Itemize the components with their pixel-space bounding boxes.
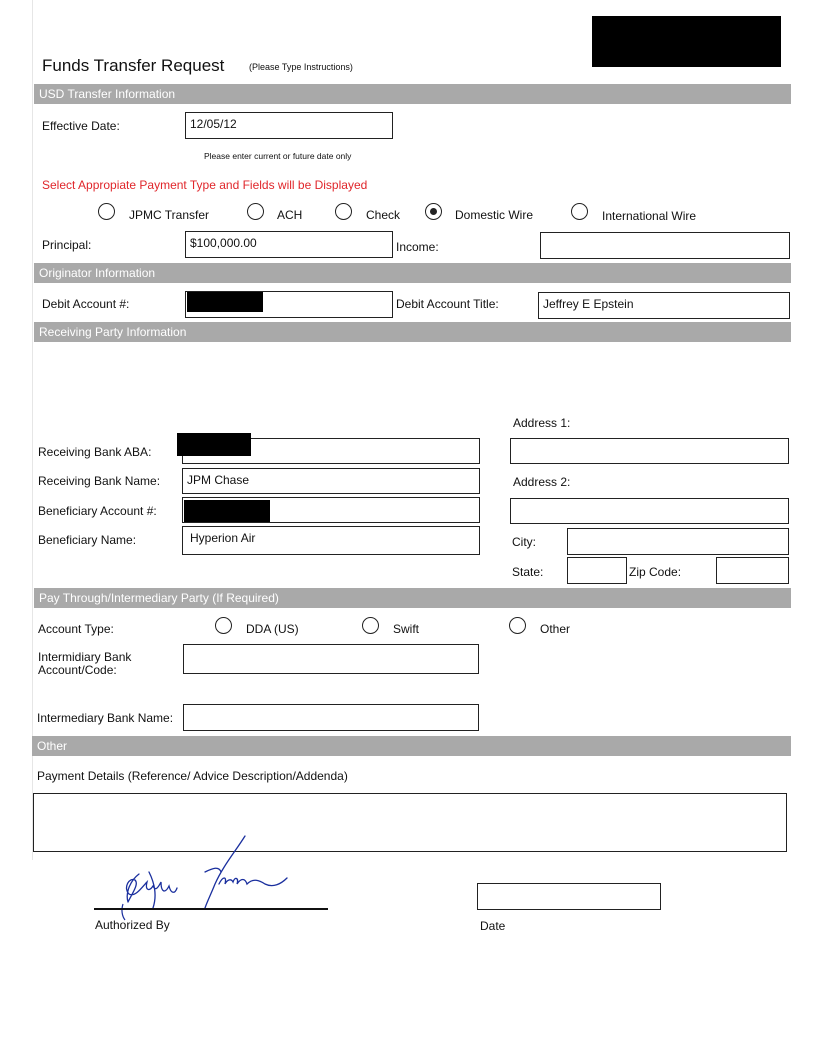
radio-label-swift: Swift — [393, 622, 420, 636]
income-input[interactable] — [540, 232, 790, 259]
section-paythrough-header: Pay Through/Intermediary Party (If Required) — [34, 588, 791, 608]
page-edge-shadow — [32, 0, 33, 860]
radio-other[interactable] — [509, 617, 526, 634]
income-label: Income: — [396, 240, 439, 254]
receiving-bank-aba-label: Receiving Bank ABA: — [38, 445, 152, 459]
debit-account-title-input[interactable]: Jeffrey E Epstein — [538, 292, 790, 319]
effective-date-label: Effective Date: — [42, 119, 120, 133]
radio-label-check: Check — [366, 208, 401, 222]
radio-jpmc-transfer[interactable] — [98, 203, 115, 220]
zip-code-label: Zip Code: — [629, 565, 682, 579]
beneficiary-account-redaction — [184, 500, 270, 522]
state-label: State: — [512, 565, 544, 579]
intermediary-bank-name-label: Intermediary Bank Name: — [37, 711, 174, 725]
header-redaction — [592, 16, 781, 67]
beneficiary-name-label: Beneficiary Name: — [38, 533, 137, 547]
address1-input[interactable] — [510, 438, 789, 464]
signature-line — [94, 908, 328, 910]
form-title: Funds Transfer Request — [42, 56, 225, 75]
radio-ach[interactable] — [247, 203, 264, 220]
radio-swift[interactable] — [362, 617, 379, 634]
radio-check[interactable] — [335, 203, 352, 220]
payment-details-label: Payment Details (Reference/ Advice Description/Addenda) — [37, 769, 348, 783]
receiving-bank-name-input[interactable]: JPM Chase — [182, 468, 480, 494]
radio-label-ach: ACH — [277, 208, 303, 222]
debit-account-label: Debit Account #: — [42, 297, 130, 311]
radio-international-wire[interactable] — [571, 203, 588, 220]
radio-label-jpmc-transfer: JPMC Transfer — [129, 208, 210, 222]
radio-domestic-wire[interactable] — [425, 203, 442, 220]
date-label: Date — [480, 919, 506, 933]
address1-label: Address 1: — [513, 416, 571, 430]
authorized-by-label: Authorized By — [95, 918, 170, 932]
date-input[interactable] — [477, 883, 661, 910]
debit-account-redaction — [187, 292, 263, 312]
intermediary-account-label-line2: Account/Code: — [38, 663, 117, 677]
debit-account-title-label: Debit Account Title: — [396, 297, 499, 311]
receiving-bank-aba-redaction — [177, 433, 251, 456]
beneficiary-name-input[interactable]: Hyperion Air — [182, 526, 480, 555]
effective-date-input[interactable]: 12/05/12 — [185, 112, 393, 139]
intermediary-account-label-line1: Intermidiary Bank — [38, 650, 132, 664]
section-receiving-header: Receiving Party Information — [34, 322, 791, 342]
account-type-label: Account Type: — [38, 622, 114, 636]
intermediary-bank-name-input[interactable] — [183, 704, 479, 731]
receiving-bank-name-label: Receiving Bank Name: — [38, 474, 161, 488]
section-other-header: Other — [32, 736, 791, 756]
radio-label-domestic-wire: Domestic Wire — [455, 208, 534, 222]
address2-label: Address 2: — [513, 475, 571, 489]
address2-input[interactable] — [510, 498, 789, 524]
section-originator-header: Originator Information — [34, 263, 791, 283]
beneficiary-account-label: Beneficiary Account #: — [38, 504, 157, 518]
principal-label: Principal: — [42, 238, 92, 252]
radio-dda-us[interactable] — [215, 617, 232, 634]
section-usd-header: USD Transfer Information — [34, 84, 791, 104]
zip-code-input[interactable] — [716, 557, 789, 584]
radio-label-dda-us: DDA (US) — [246, 622, 299, 636]
radio-label-other: Other — [540, 622, 571, 636]
payment-type-prompt: Select Appropiate Payment Type and Fields will be Displayed — [42, 178, 368, 192]
state-input[interactable] — [567, 557, 627, 584]
intermediary-account-input[interactable] — [183, 644, 479, 674]
principal-input[interactable]: $100,000.00 — [185, 231, 393, 258]
effective-date-note: Please enter current or future date only — [204, 151, 352, 161]
city-input[interactable] — [567, 528, 789, 555]
city-label: City: — [512, 535, 536, 549]
radio-label-international-wire: International Wire — [602, 209, 697, 223]
form-subtitle: (Please Type Instructions) — [249, 62, 353, 72]
